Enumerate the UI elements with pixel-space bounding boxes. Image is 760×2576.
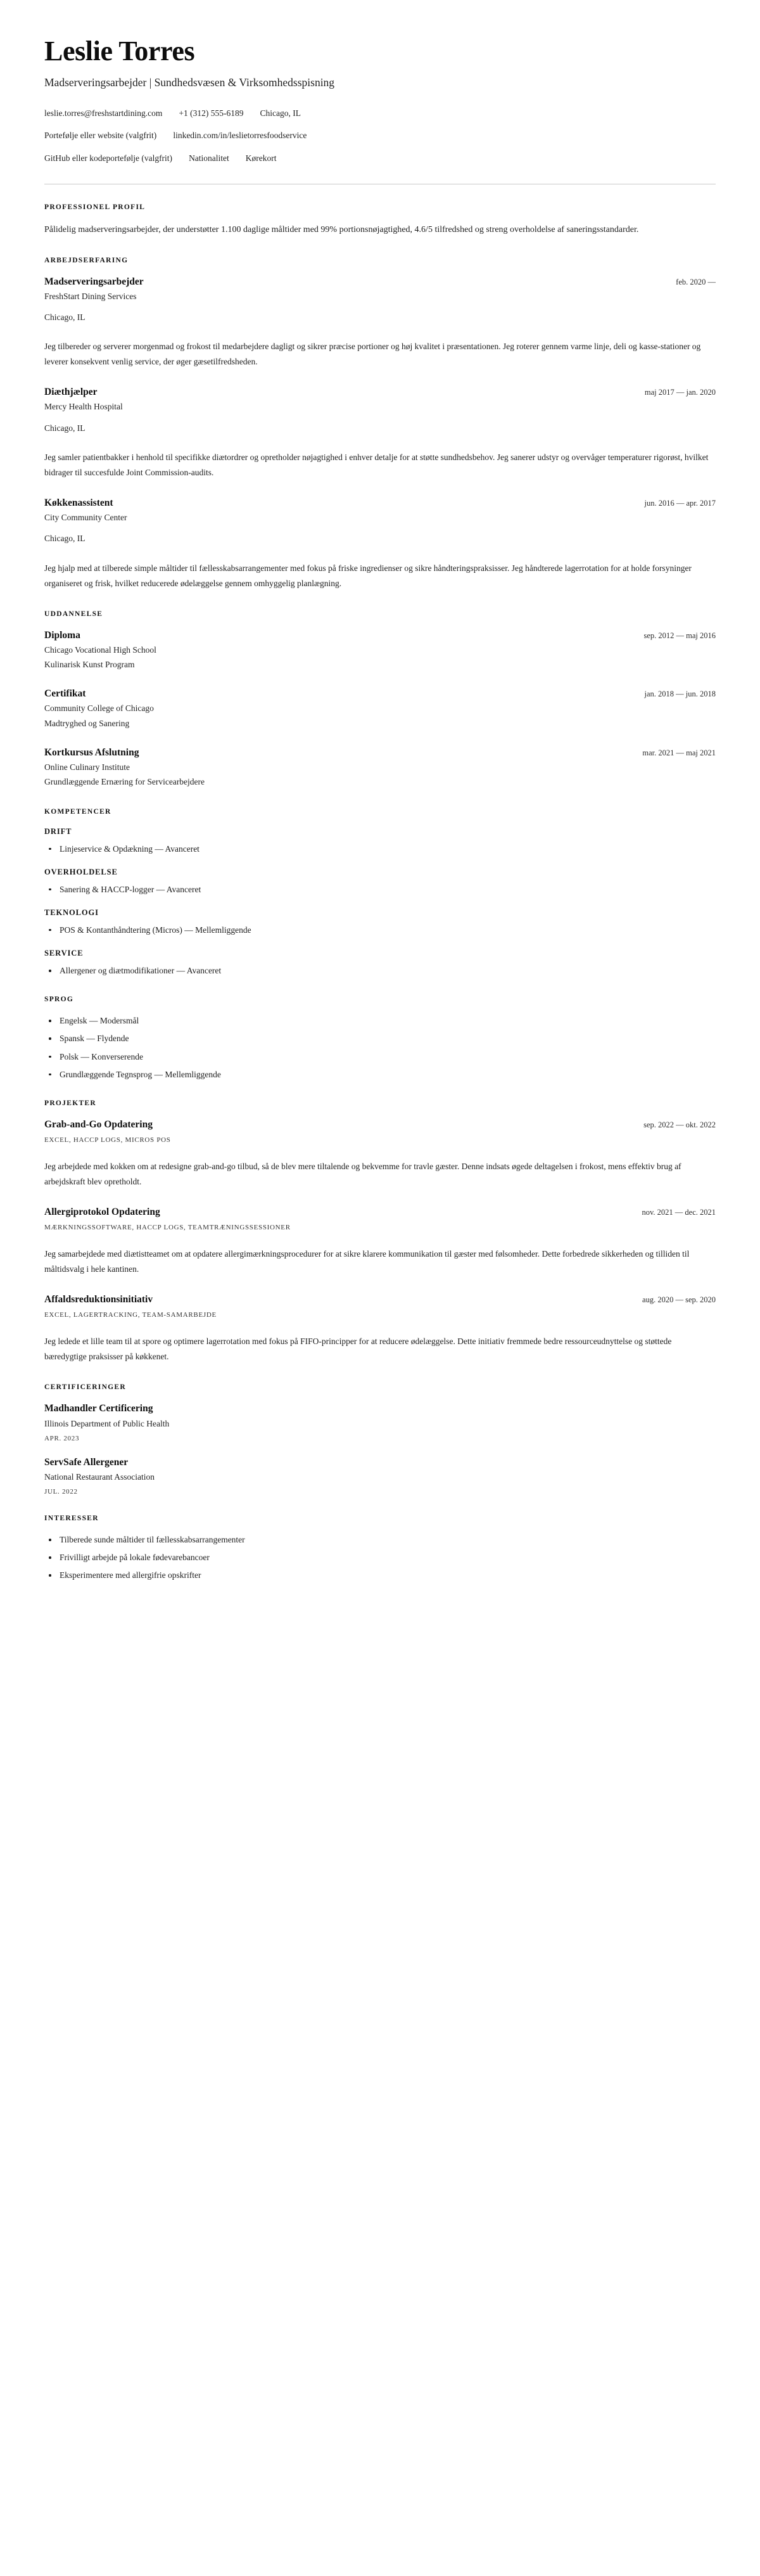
skill-group [44,949,716,977]
section-title-skills: KOMPETENCER [44,807,111,816]
experience-entry [44,386,716,480]
skill-item: Allergener og diætmodifikationer — Avanceret [44,964,716,977]
section-languages [44,996,716,1080]
project-dates: nov. 2021 — dec. 2021 [642,1208,716,1217]
section-title-experience: ARBEJDSERFARING [44,256,129,264]
interest-item: Eksperimentere med allergifrie opskrifter [44,1569,716,1581]
project-entry-head [44,1118,716,1131]
project-entry-head [44,1206,716,1219]
email-text: leslie.torres@freshstartdining.com [44,108,163,118]
phone-text: +1 (312) 555-6189 [179,108,244,118]
education-school: Community College of Chicago [44,703,154,714]
section-projects [44,1099,716,1365]
job-location: Chicago, IL [44,312,86,323]
experience-entry-head [44,276,716,288]
project-entry-head [44,1293,716,1306]
nationality-text: Nationalitet [189,153,229,163]
project-name: Grab-and-Go Opdatering [44,1118,153,1130]
experience-entry-head [44,386,716,399]
project-entry [44,1118,716,1189]
project-tools: EXCEL, LAGERTRACKING, TEAM-SAMARBEJDE [44,1311,217,1319]
project-description: Jeg samarbejdede med diætistteamet om at opdatere allergimærkningsprocedurer for at sikre klarere kommunikation til gæster med følsomheder. Dette forbedrede sikkerheden og tilliden til måltidsvalg i hele kantinen. [44,1249,690,1274]
project-entry [44,1293,716,1364]
education-degree: Kortkursus Afslutning [44,747,139,758]
section-title-languages: SPROG [44,996,74,1004]
certification-name: ServSafe Allergener [44,1456,129,1468]
skill-group [44,868,716,895]
education-entry-head [44,747,716,759]
section-experience [44,257,716,591]
project-name: Affaldsreduktionsinitiativ [44,1294,153,1305]
section-title-certifications: CERTIFICERINGER [44,1383,127,1392]
certification-date: JUL. 2022 [44,1488,78,1496]
language-item: Engelsk — Modersmål [44,1015,716,1027]
job-role: Køkkenassistent [44,497,113,508]
skill-list [44,843,716,855]
project-dates: sep. 2022 — okt. 2022 [643,1120,716,1129]
interest-item: Frivilligt arbejde på lokale fødevarebancoer [44,1551,716,1563]
skill-group-name: SERVICE [44,949,84,958]
section-interests [44,1515,716,1581]
section-title-interests: INTERESSER [44,1515,99,1523]
project-description: Jeg ledede et lille team til at spore og optimere lagerrotation med fokus på FIFO-principper for at reducere ødelæggelse. Dette initiativ fremmede bedre ressourceudnyttelse og støttede bæredygtige praksisser på køkkenet. [44,1336,672,1362]
skill-item: POS & Kontanthåndtering (Micros) — Mellemliggende [44,924,716,936]
section-title-education: UDDANNELSE [44,610,103,618]
section-title-profile: PROFESSIONEL PROFIL [44,203,146,211]
skill-list [44,964,716,977]
education-degree: Diploma [44,629,80,641]
resume-header [44,35,716,184]
candidate-headline: Madserveringsarbejder | Sundhedsvæsen & Virksomhedsspisning [44,76,335,89]
education-school: Online Culinary Institute [44,762,130,772]
education-dates: jan. 2018 — jun. 2018 [644,689,716,699]
portfolio-placeholder-text: Portefølje eller website (valgfrit) [44,131,157,141]
education-entry-head [44,688,716,700]
certification-issuer: Illinois Department of Public Health [44,1418,170,1428]
experience-entry [44,276,716,370]
section-title-projects: PROJEKTER [44,1099,96,1107]
skill-group [44,908,716,936]
certification-entry [44,1402,716,1442]
education-program: Madtryghed og Sanering [44,718,130,728]
education-entry [44,688,716,730]
contact-row-3 [44,152,716,165]
education-degree: Certifikat [44,688,86,700]
skill-list [44,924,716,936]
job-company: Mercy Health Hospital [44,402,123,412]
job-dates: maj 2017 — jan. 2020 [644,388,716,397]
certification-date: APR. 2023 [44,1434,80,1442]
education-school: Chicago Vocational High School [44,644,156,655]
language-item: Grundlæggende Tegnsprog — Mellemliggende [44,1068,716,1080]
section-profile [44,203,716,238]
skill-item: Linjeservice & Opdækning — Avanceret [44,843,716,855]
github-placeholder-text: GitHub eller kodeportefølje (valgfrit) [44,153,173,163]
project-tools: EXCEL, HACCP LOGS, MICROS POS [44,1136,171,1144]
project-tools: MÆRKNINGSSOFTWARE, HACCP LOGS, TEAMTRÆNINGSSESSIONER [44,1224,291,1232]
education-dates: mar. 2021 — maj 2021 [642,748,716,757]
contact-row-1 [44,107,716,120]
job-description: Jeg tilbereder og serverer morgenmad og frokost til medarbejdere dagligt og sikrer præcise portioner og høj kvalitet i præsentationen. Jeg roterer gennem varme linje, deli og kasse-stationer og leverer konsekvent venlig service, der øger gæsetilfredsheden. [44,342,701,367]
experience-entry [44,497,716,591]
job-description: Jeg hjalp med at tilberede simple måltider til fællesskabsarrangementer med fokus på friske ingredienser og sikre håndteringspraksisser. Jeg håndterede lagerrotation for at holde forsyninger organiseret og frisk, hvilket reducerede ødelæggelse gennem omhyggelig planlægning. [44,563,692,588]
job-location: Chicago, IL [44,534,86,544]
language-list [44,1015,716,1080]
candidate-name: Leslie Torres [44,35,195,67]
job-role: Diæthjælper [44,387,98,398]
job-company: FreshStart Dining Services [44,291,137,301]
job-dates: feb. 2020 — [676,277,716,286]
section-certifications [44,1383,716,1496]
job-description: Jeg samler patientbakker i henhold til specifikke diætordrer og opretholder nøjagtighed i enhver detalje for at støtte sundhedsbehov. Jeg sanerer udstyr og overvåger temperaturer rigorøst, hvilket bidrager til succesfulde Joint Commission-audits. [44,452,709,477]
section-education [44,610,716,789]
project-entry [44,1206,716,1277]
driving-license-text: Kørekort [245,153,277,163]
profile-text: Pålidelig madserveringsarbejder, der understøtter 1.100 daglige måltider med 99% portionsnøjagtighed, 4.6/5 tilfredshed og streng overholdelse af saneringsstandarder. [44,224,639,234]
job-dates: jun. 2016 — apr. 2017 [644,499,716,508]
job-company: City Community Center [44,513,127,523]
interest-list [44,1534,716,1581]
location-text: Chicago, IL [260,108,301,118]
education-entry [44,747,716,789]
skill-list [44,883,716,895]
language-item: Spansk — Flydende [44,1032,716,1044]
language-item: Polsk — Konverserende [44,1051,716,1063]
education-dates: sep. 2012 — maj 2016 [643,631,716,640]
job-role: Madserveringsarbejder [44,276,144,287]
project-description: Jeg arbejdede med kokken om at redesigne grab-and-go tilbud, så de blev mere tiltalende og bekvemme for travle gæster. Denne indsats øgede deltagelsen i frokost, mens effektiv brug af arbejdskraft blev opretholdt. [44,1161,681,1186]
project-dates: aug. 2020 — sep. 2020 [642,1295,716,1305]
certification-entry [44,1456,716,1496]
skill-item: Sanering & HACCP-logger — Avanceret [44,883,716,895]
skill-group-name: TEKNOLOGI [44,907,99,917]
certification-name: Madhandler Certificering [44,1403,153,1414]
project-name: Allergiprotokol Opdatering [44,1207,160,1218]
experience-entry-head [44,497,716,509]
section-skills [44,808,716,977]
interest-item: Tilberede sunde måltider til fællesskabsarrangementer [44,1534,716,1546]
skill-group-name: OVERHOLDELSE [44,867,118,876]
skill-group [44,827,716,855]
skill-group-name: DRIFT [44,826,72,836]
job-location: Chicago, IL [44,423,86,433]
education-entry [44,629,716,672]
linkedin-text: linkedin.com/in/leslietorresfoodservice [173,131,307,141]
education-entry-head [44,629,716,642]
education-program: Grundlæggende Ernæring for Servicearbejdere [44,777,205,787]
certification-issuer: National Restaurant Association [44,1471,155,1482]
education-program: Kulinarisk Kunst Program [44,660,135,670]
contact-row-2 [44,129,716,142]
